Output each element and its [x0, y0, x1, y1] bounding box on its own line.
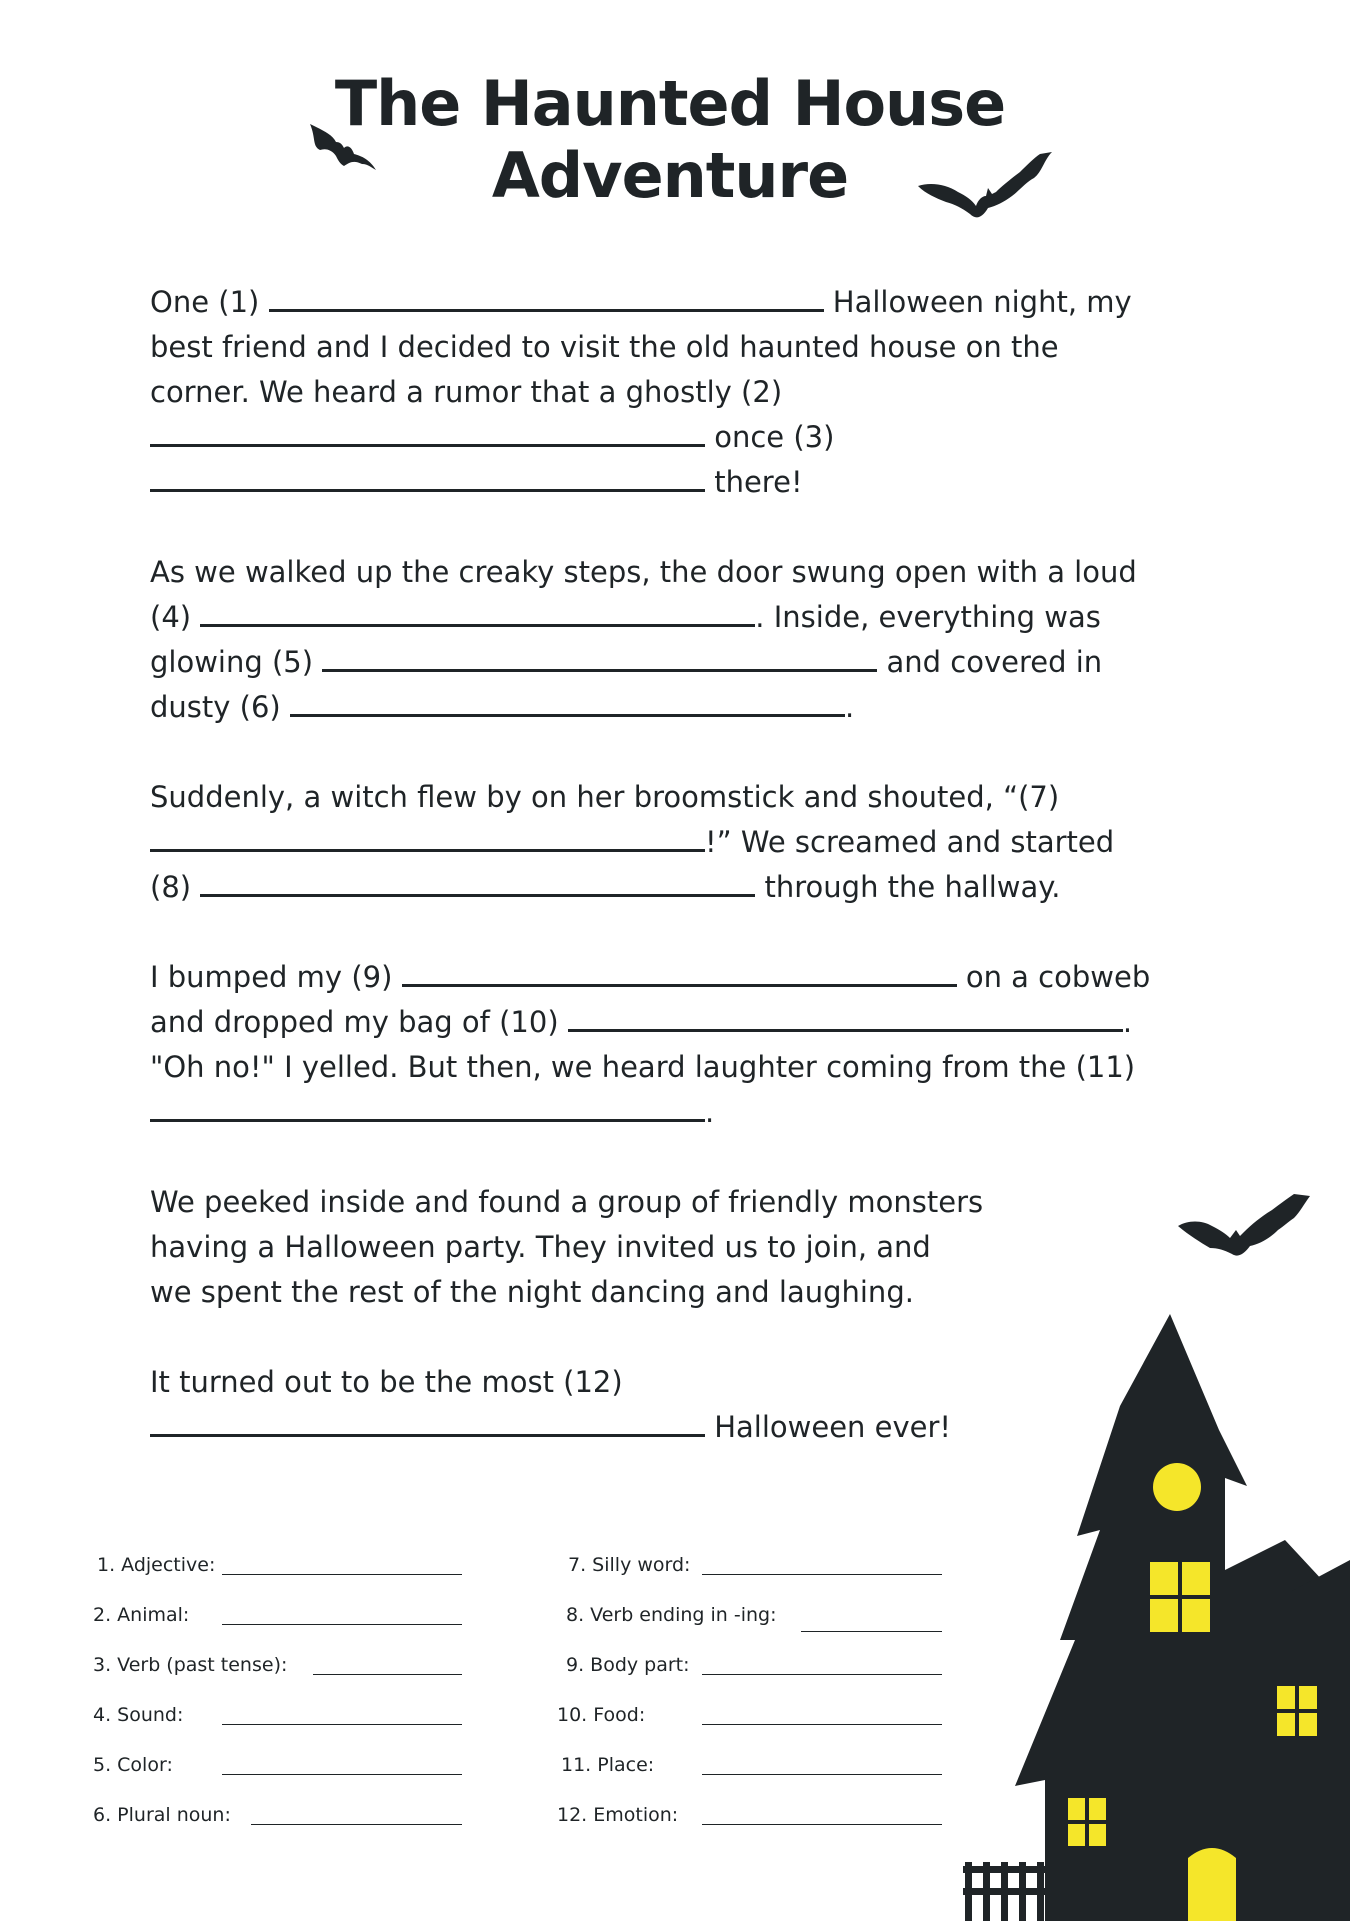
- story-paragraph: As we walked up the creaky steps, the door swung open with a loud (4) . Inside, everything was glowing (5) and covered in dusty (6) .: [150, 555, 1137, 724]
- answer-line-8[interactable]: [801, 1631, 942, 1632]
- bat-icon: [306, 120, 378, 182]
- answer-line-1[interactable]: [222, 1574, 462, 1575]
- blank-9[interactable]: [402, 958, 957, 987]
- blank-8[interactable]: [200, 868, 755, 897]
- haunted-house-icon: [955, 1310, 1350, 1921]
- word-hint-8: 8. Verb ending in -ing:: [566, 1604, 777, 1626]
- blank-7[interactable]: [150, 823, 705, 852]
- answer-line-6[interactable]: [251, 1824, 462, 1825]
- word-hint-7: 7. Silly word:: [568, 1554, 691, 1576]
- story-paragraph: I bumped my (9) on a cobweb and dropped my bag of (10) . "Oh no!" I yelled. But then, we heard laughter coming from the (11) .: [150, 960, 1151, 1129]
- answer-line-5[interactable]: [222, 1774, 462, 1775]
- answer-line-7[interactable]: [702, 1574, 942, 1575]
- moon-window-icon: [1153, 1463, 1201, 1511]
- bat-icon: [916, 148, 1056, 220]
- word-hint-4: 4. Sound:: [93, 1704, 184, 1726]
- blank-2[interactable]: [150, 418, 705, 447]
- story-paragraph: We peeked inside and found a group of friendly monsters having a Halloween party. They invited us to join, and we spent the rest of the night dancing and laughing.: [150, 1185, 984, 1309]
- story-paragraph: One (1) Halloween night, my best friend and I decided to visit the old haunted house on the corner. We heard a rumor that a ghostly (2) once (3) there!: [150, 285, 1132, 499]
- word-hint-1: 1. Adjective:: [97, 1554, 216, 1576]
- bat-icon: [1176, 1192, 1314, 1262]
- story-text: [150, 280, 1160, 1450]
- answer-line-4[interactable]: [222, 1724, 462, 1725]
- word-hint-11: 11. Place:: [561, 1754, 655, 1776]
- answer-line-11[interactable]: [702, 1774, 942, 1775]
- blank-5[interactable]: [322, 643, 877, 672]
- story-paragraph: It turned out to be the most (12) Halloween ever!: [150, 1365, 952, 1444]
- blank-10[interactable]: [568, 1003, 1123, 1032]
- word-hint-3: 3. Verb (past tense):: [93, 1654, 288, 1676]
- answer-line-2[interactable]: [222, 1624, 462, 1625]
- blank-6[interactable]: [290, 688, 845, 717]
- blank-12[interactable]: [150, 1408, 705, 1437]
- word-hint-12: 12. Emotion:: [557, 1804, 679, 1826]
- blank-1[interactable]: [269, 283, 824, 312]
- title-line-2: Adventure: [491, 139, 849, 212]
- word-hint-9: 9. Body part:: [566, 1654, 690, 1676]
- word-hint-5: 5. Color:: [93, 1754, 173, 1776]
- answer-line-3[interactable]: [313, 1674, 462, 1675]
- blank-3[interactable]: [150, 463, 705, 492]
- answer-line-10[interactable]: [702, 1724, 942, 1725]
- word-hint-6: 6. Plural noun:: [93, 1804, 231, 1826]
- answer-line-9[interactable]: [702, 1674, 942, 1675]
- blank-4[interactable]: [200, 598, 755, 627]
- title-line-1: The Haunted House: [334, 67, 1006, 140]
- blank-11[interactable]: [150, 1093, 705, 1122]
- word-hint-10: 10. Food:: [557, 1704, 646, 1726]
- word-hint-2: 2. Animal:: [93, 1604, 190, 1626]
- answer-line-12[interactable]: [702, 1824, 942, 1825]
- story-paragraph: Suddenly, a witch flew by on her broomstick and shouted, “(7) !” We screamed and started (8) through the hallway.: [150, 780, 1115, 904]
